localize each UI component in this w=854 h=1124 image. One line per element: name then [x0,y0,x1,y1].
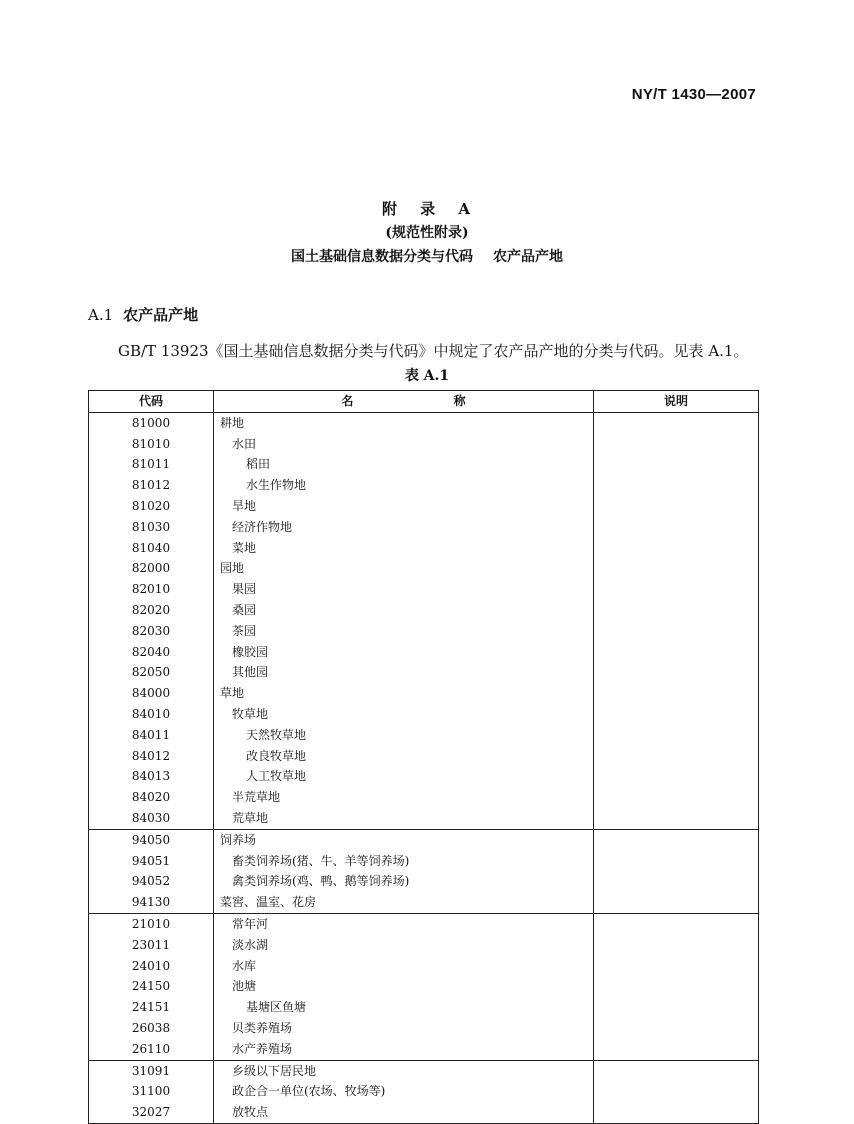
code-cell: 84010 [89,704,214,725]
table-row [89,600,759,621]
appendix-subtitle: (规范性附录) [385,225,469,241]
header-code: 代码 [89,391,214,413]
code-cell: 94051 [89,851,214,872]
appendix-heading [0,246,854,266]
appendix-heading-part2: 农产品产地 [493,249,563,265]
table-row [89,808,759,829]
code-cell: 94052 [89,871,214,892]
name-cell: 旱地 [214,496,594,517]
section-number: A.1 [88,306,114,324]
note-cell [594,412,759,433]
code-cell: 82010 [89,579,214,600]
name-cell: 草地 [214,683,594,704]
name-cell: 水库 [214,956,594,977]
code-cell: 26038 [89,1018,214,1039]
name-cell: 半荒草地 [214,787,594,808]
note-cell [594,997,759,1018]
table-body [89,412,759,1123]
name-cell: 稻田 [214,454,594,475]
note-cell [594,579,759,600]
code-cell: 24151 [89,997,214,1018]
table-row [89,579,759,600]
table-row [89,475,759,496]
name-cell: 常年河 [214,913,594,934]
note-cell [594,704,759,725]
note-cell [594,683,759,704]
standard-number: NY/T 1430—2007 [631,86,756,103]
table-row [89,787,759,808]
note-cell [594,662,759,683]
code-cell: 84012 [89,746,214,767]
note-cell [594,829,759,850]
name-cell: 饲养场 [214,829,594,850]
name-cell: 水田 [214,434,594,455]
code-cell: 81000 [89,412,214,433]
name-cell: 荒草地 [214,808,594,829]
name-cell: 果园 [214,579,594,600]
header-note: 说明 [594,391,759,413]
note-cell [594,935,759,956]
table-row [89,683,759,704]
intro-paragraph: GB/T 13923《国土基础信息数据分类与代码》中规定了农产品产地的分类与代码。见表 A.1。 [118,342,749,360]
code-cell: 84013 [89,766,214,787]
table-row [89,976,759,997]
table-row [89,956,759,977]
code-cell: 81010 [89,434,214,455]
code-cell: 21010 [89,913,214,934]
table-row [89,412,759,433]
name-cell: 畜类饲养场(猪、牛、羊等饲养场) [214,851,594,872]
note-cell [594,1081,759,1102]
section-title: 农产品产地 [123,306,199,324]
code-cell: 24150 [89,976,214,997]
table-row [89,851,759,872]
code-cell: 81011 [89,454,214,475]
note-cell [594,1060,759,1081]
table-row [89,642,759,663]
note-cell [594,475,759,496]
name-cell: 桑园 [214,600,594,621]
note-cell [594,871,759,892]
code-cell: 82050 [89,662,214,683]
name-cell: 菜窖、温室、花房 [214,892,594,913]
note-cell [594,808,759,829]
table-row [89,454,759,475]
table-row [89,935,759,956]
note-cell [594,766,759,787]
note-cell [594,1039,759,1060]
appendix-title: 附 录 A [381,200,473,218]
table-row [89,434,759,455]
name-cell: 放牧点 [214,1102,594,1123]
table-row [89,1081,759,1102]
table-row [89,725,759,746]
note-cell [594,642,759,663]
table-row [89,1060,759,1081]
code-cell: 81020 [89,496,214,517]
note-cell [594,956,759,977]
code-cell: 32027 [89,1102,214,1123]
code-cell: 94130 [89,892,214,913]
code-cell: 31091 [89,1060,214,1081]
note-cell [594,621,759,642]
code-cell: 26110 [89,1039,214,1060]
classification-table [88,390,759,1124]
name-cell: 水产养殖场 [214,1039,594,1060]
note-cell [594,517,759,538]
table-row [89,621,759,642]
name-cell: 水生作物地 [214,475,594,496]
name-cell: 改良牧草地 [214,746,594,767]
code-cell: 24010 [89,956,214,977]
table-row [89,829,759,850]
code-cell: 94050 [89,829,214,850]
table-row [89,558,759,579]
code-cell: 23011 [89,935,214,956]
code-cell: 81040 [89,538,214,559]
code-cell: 81012 [89,475,214,496]
table-row [89,766,759,787]
note-cell [594,746,759,767]
table-caption: 表 A.1 [404,368,450,384]
code-cell: 84020 [89,787,214,808]
table-row [89,662,759,683]
name-cell: 耕地 [214,412,594,433]
name-cell: 人工牧草地 [214,766,594,787]
code-cell: 84011 [89,725,214,746]
name-cell: 其他园 [214,662,594,683]
table-header-row [89,391,759,413]
note-cell [594,558,759,579]
name-cell: 池塘 [214,976,594,997]
name-cell: 天然牧草地 [214,725,594,746]
note-cell [594,725,759,746]
name-cell: 园地 [214,558,594,579]
note-cell [594,1018,759,1039]
note-cell [594,1102,759,1123]
code-cell: 82000 [89,558,214,579]
name-cell: 橡胶园 [214,642,594,663]
table-row [89,1039,759,1060]
code-cell: 84000 [89,683,214,704]
code-cell: 84030 [89,808,214,829]
table-row [89,997,759,1018]
name-cell: 禽类饲养场(鸡、鸭、鹅等饲养场) [214,871,594,892]
note-cell [594,851,759,872]
code-cell: 82030 [89,621,214,642]
appendix-heading-part1: 国土基础信息数据分类与代码 [291,249,473,265]
name-cell: 菜地 [214,538,594,559]
name-cell: 淡水湖 [214,935,594,956]
table-row [89,871,759,892]
note-cell [594,913,759,934]
note-cell [594,892,759,913]
code-cell: 82040 [89,642,214,663]
name-cell: 乡级以下居民地 [214,1060,594,1081]
name-cell: 经济作物地 [214,517,594,538]
table-row [89,1102,759,1123]
table-row [89,517,759,538]
name-cell: 政企合一单位(农场、牧场等) [214,1081,594,1102]
note-cell [594,976,759,997]
note-cell [594,538,759,559]
note-cell [594,600,759,621]
code-cell: 31100 [89,1081,214,1102]
section-heading [88,304,198,325]
note-cell [594,787,759,808]
table-row [89,538,759,559]
table-row [89,704,759,725]
table-row [89,913,759,934]
note-cell [594,434,759,455]
name-cell: 茶园 [214,621,594,642]
name-cell: 基塘区鱼塘 [214,997,594,1018]
table-row [89,746,759,767]
header-name: 名 称 [214,391,594,413]
note-cell [594,496,759,517]
name-cell: 牧草地 [214,704,594,725]
name-cell: 贝类养殖场 [214,1018,594,1039]
table-row [89,892,759,913]
table-row [89,496,759,517]
code-cell: 82020 [89,600,214,621]
table-row [89,1018,759,1039]
code-cell: 81030 [89,517,214,538]
note-cell [594,454,759,475]
